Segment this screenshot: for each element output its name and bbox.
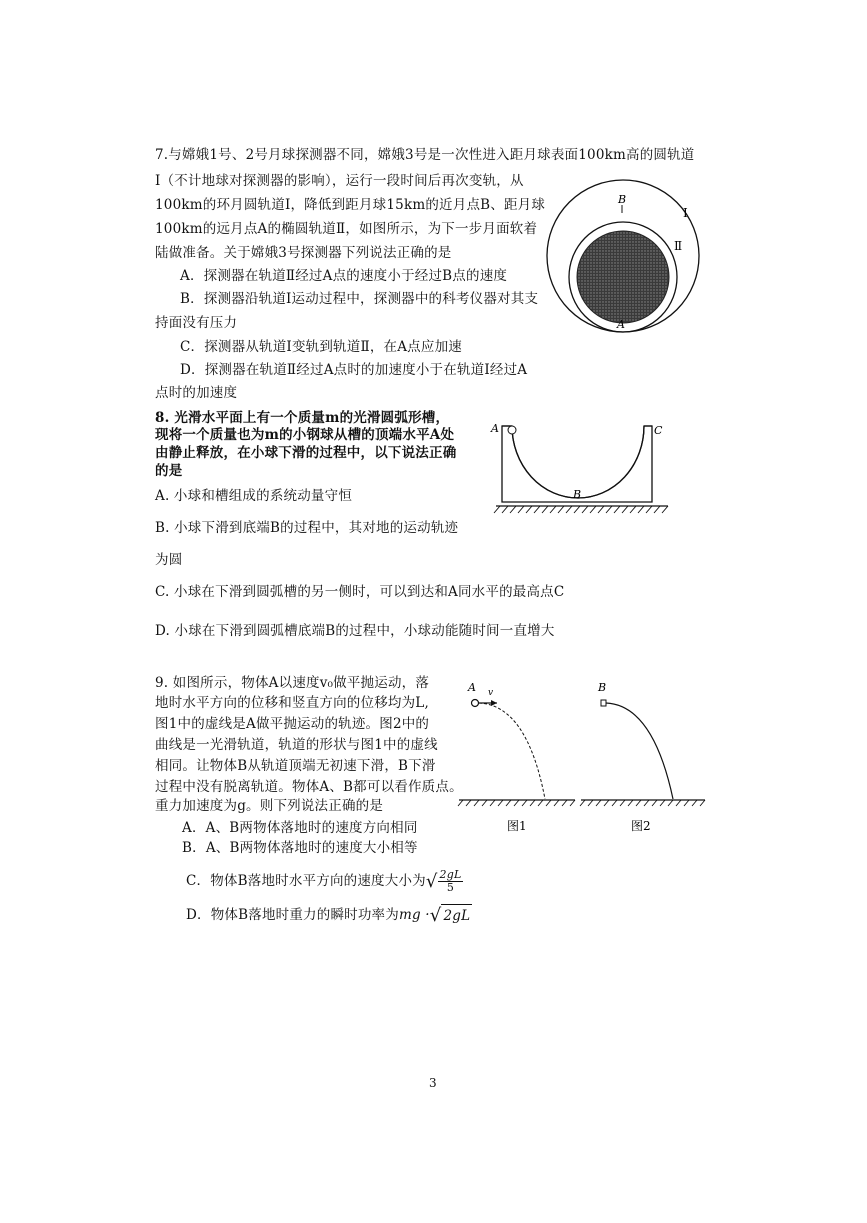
q7-line-3: 100km的环月圆轨道Ⅰ，降低到距月球15km的近月点B、距月球 [155, 197, 546, 213]
q9-line-5: 相同。让物体B从轨道顶端无初速下滑，B下滑 [155, 758, 436, 774]
page-number: 3 [429, 1076, 437, 1090]
q8-line-1: 8. 光滑水平面上有一个质量m的光滑圆弧形槽， [155, 410, 450, 426]
q8-option-a: A. 小球和槽组成的系统动量守恒 [155, 488, 353, 504]
q9-option-a: A．A、B两物体落地时的速度方向相同 [182, 820, 418, 836]
q9-option-d-mg: mg · [398, 907, 430, 923]
trajectory-dashed [479, 703, 545, 799]
q9-option-c: C．物体B落地时水平方向的速度大小为√ $\frac{2gL}{5}$ [186, 868, 462, 894]
q9-line-2: 地时水平方向的位移和竖直方向的位移均为L, [155, 695, 429, 711]
label-b: B [573, 488, 582, 501]
q8-groove-figure [488, 418, 673, 518]
q9-line-6: 过程中没有脱离轨道。物体A、B都可以看作质点。 [155, 779, 463, 795]
label-orbit-one: Ⅰ [683, 206, 688, 220]
label-a: A [491, 422, 499, 435]
q9-figures [455, 675, 710, 840]
q9-option-c-text: C．物体B落地时水平方向的速度大小为 [186, 873, 426, 889]
q9-line-7: 重力加速度为g。则下列说法正确的是 [155, 798, 384, 814]
caption-fig-1: 图1 [507, 819, 527, 833]
label-c: C [654, 424, 663, 437]
label-b: B [618, 193, 627, 206]
q7-option-d-line-2: 点时的加速度 [155, 385, 238, 401]
label-a: A [617, 318, 625, 331]
ground-hatch [494, 506, 668, 513]
label-a: A [468, 681, 476, 694]
smooth-track [606, 703, 673, 799]
q9-option-d: D．物体B落地时重力的瞬时功率为mg ·√ 2gL [186, 904, 471, 926]
q9-option-c-fraction [438, 869, 464, 894]
object-b [601, 700, 606, 706]
q9-line-1: 9. 如图所示，物体A以速度v₀做平抛运动，落 [155, 675, 430, 691]
label-orbit-two: Ⅱ [674, 239, 683, 253]
q9-line-3: 图1中的虚线是A做平抛运动的轨迹。图2中的 [155, 716, 430, 732]
q7-line-4: 100km的远月点A的椭圆轨道Ⅱ，如图所示，为下一步月面软着 [155, 221, 538, 237]
q9-option-d-text: D．物体B落地时重力的瞬时功率为 [186, 907, 399, 923]
q9-line-4: 曲线是一光滑轨道，轨道的形状与图1中的虚线 [155, 737, 438, 753]
q9-option-d-radicand: 2gL [441, 904, 472, 927]
q7-orbit-figure [545, 175, 705, 340]
q8-option-c: C. 小球在下滑到圆弧槽的另一侧时，可以到达和A同水平的最高点C [155, 584, 565, 600]
q8-option-b-line-2: 为圆 [155, 552, 183, 568]
moon-disc [577, 231, 669, 323]
ball [508, 426, 516, 434]
q9-option-b: B．A、B两物体落地时的速度大小相等 [182, 840, 418, 856]
object-a [472, 700, 479, 707]
q7-option-a: A．探测器在轨道Ⅱ经过A点的速度小于经过B点的速度 [180, 268, 508, 284]
q7-option-b-line-1: B．探测器沿轨道Ⅰ运动过程中，探测器中的科考仪器对其支 [180, 291, 539, 307]
label-b: B [598, 681, 607, 694]
q7-line-1: 7.与嫦娥1号、2号月球探测器不同，嫦娥3号是一次性进入距月球表面100km高的圆轨道 [155, 147, 695, 163]
q8-line-2: 现将一个质量也为m的小钢球从槽的顶端水平A处 [155, 427, 455, 443]
caption-fig-2: 图2 [631, 819, 651, 833]
q7-line-5: 陆做准备。关于嫦娥3号探测器下列说法正确的是 [155, 245, 452, 261]
q8-option-d: D. 小球在下滑到圆弧槽底端B的过程中，小球动能随时间一直增大 [155, 623, 555, 639]
q8-line-4: 的是 [155, 463, 183, 479]
q7-option-b-line-2: 持面没有压力 [155, 315, 238, 331]
fraction-denominator: 5 [446, 881, 455, 894]
fraction-numerator: 2gL [439, 868, 462, 881]
q8-option-b-line-1: B. 小球下滑到底端B的过程中，其对地的运动轨迹 [155, 520, 459, 536]
q8-line-3: 由静止释放，在小球下滑的过程中，以下说法正确 [155, 445, 457, 461]
q7-line-2: Ⅰ（不计地球对探测器的影响），运行一段时间后再次变轨，从 [155, 173, 524, 189]
q7-option-d-line-1: D．探测器在轨道Ⅱ经过A点时的加速度小于在轨道Ⅰ经过A [180, 362, 528, 378]
label-v: v [488, 688, 494, 698]
q7-option-c: C．探测器从轨道Ⅰ变轨到轨道Ⅱ，在A点应加速 [180, 339, 462, 355]
